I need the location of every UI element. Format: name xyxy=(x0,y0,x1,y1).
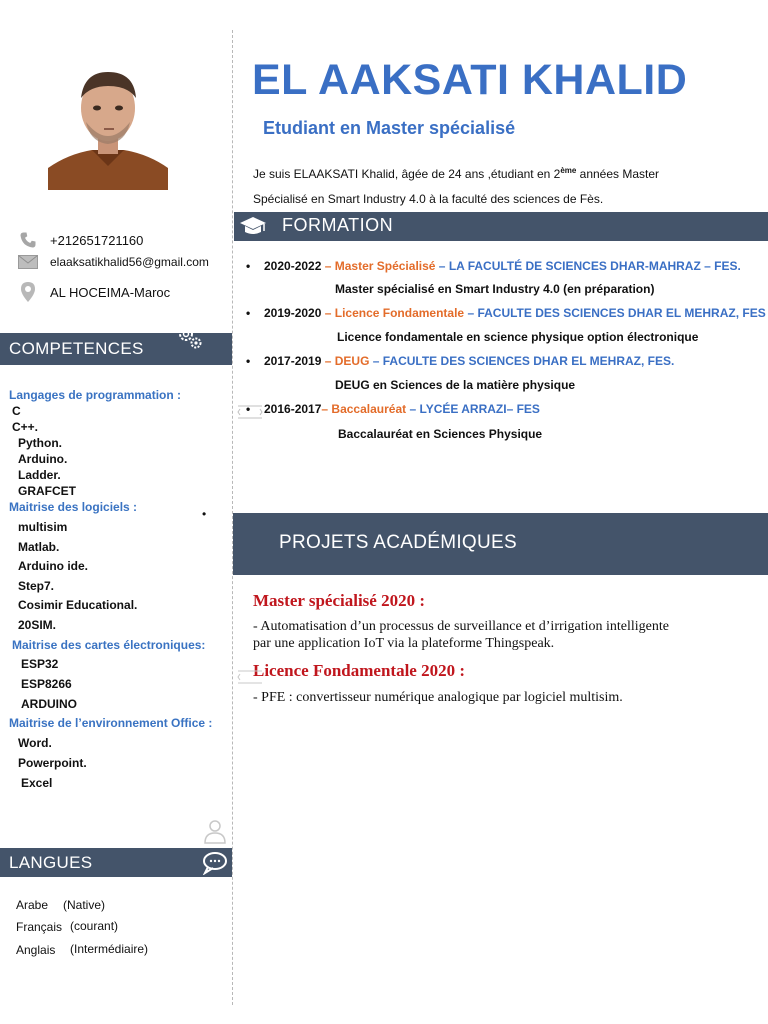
formation-detail: Baccalauréat en Sciences Physique xyxy=(338,427,543,441)
stray-dot: • xyxy=(202,507,207,521)
formation-diploma: Baccalauréat xyxy=(331,402,407,416)
formation-school: LYCÉE ARRAZI– FES xyxy=(419,402,540,416)
speech-bubble-icon xyxy=(200,851,230,875)
language-level: (Intermédiaire) xyxy=(70,942,149,956)
projets-bar xyxy=(233,513,768,575)
skill-item: Python. xyxy=(18,436,62,450)
formation-diploma: Licence Fondamentale xyxy=(334,306,465,320)
project-text: - PFE : convertisseur numérique analogique par logiciel multisim. xyxy=(253,690,623,705)
bullet: • xyxy=(246,354,251,368)
skill-item: GRAFCET xyxy=(18,484,76,498)
skill-item: Arduino ide. xyxy=(18,559,88,573)
email-address: elaaksatikhalid56@gmail.com xyxy=(50,255,209,269)
contact-address xyxy=(16,282,170,302)
intro-superscript: ème xyxy=(560,166,577,175)
skill-item: Ladder. xyxy=(18,468,61,482)
bullet: • xyxy=(246,402,251,416)
langues-bar xyxy=(0,848,232,877)
formation-diploma: Master Spécialisé xyxy=(334,259,436,273)
language-name: Arabe xyxy=(16,898,49,912)
profile-photo xyxy=(48,62,168,190)
skill-item: C++. xyxy=(12,420,39,434)
formation-years: 2019-2020 xyxy=(264,306,322,320)
candidate-name: EL AAKSATI KHALID xyxy=(252,56,688,104)
intro-line-2: Spécialisé en Smart Industry 4.0 à la faculté des sciences de Fès. xyxy=(253,192,604,206)
formation-school: FACULTE DES SCIENCES DHAR EL MEHRAZ, FES xyxy=(477,306,766,320)
formation-years: 2016-2017 xyxy=(264,402,322,416)
phone-number: +212651721160 xyxy=(50,232,144,248)
skill-item: C xyxy=(12,404,21,418)
formation-detail: Master spécialisé en Smart Industry 4.0 (en préparation) xyxy=(335,282,655,296)
skill-item: ARDUINO xyxy=(21,697,77,711)
skill-item: multisim xyxy=(18,520,68,534)
language-row xyxy=(16,898,48,912)
language-name: Anglais xyxy=(16,943,56,957)
competences-title: COMPETENCES xyxy=(9,339,144,358)
formation-detail: Licence fondamentale en science physique option électronique xyxy=(337,330,699,344)
gears-icon xyxy=(176,324,204,350)
skill-item: ESP32 xyxy=(21,657,59,671)
formation-detail: DEUG en Sciences de la matière physique xyxy=(335,378,576,392)
projets-title: PROJETS ACADÉMIQUES xyxy=(279,532,517,553)
phone-icon xyxy=(16,230,40,250)
skill-category-languages: Langages de programmation : xyxy=(9,388,182,402)
formation-bar xyxy=(234,212,768,241)
project-heading: Licence Fondamentale 2020 : xyxy=(253,661,465,680)
formation-entry: • 2017-2019 – DEUG – FACULTE DES SCIENCES DHAR EL MEHRAZ, FES. xyxy=(246,354,675,368)
intro-text: années Master xyxy=(576,167,660,181)
skill-item: Excel xyxy=(21,776,53,790)
intro-text: Je suis ELAAKSATI Khalid, âgée de 24 ans ,étudiant en 2 xyxy=(253,167,561,181)
formation-diploma: DEUG xyxy=(334,354,370,368)
langues-title: LANGUES xyxy=(9,853,93,872)
language-row xyxy=(16,920,62,934)
candidate-title: Etudiant en Master spécialisé xyxy=(263,118,516,138)
bullet: • xyxy=(246,259,251,273)
contact-phone xyxy=(16,230,143,250)
skill-item: Arduino. xyxy=(18,452,68,466)
intro-line-1 xyxy=(253,158,727,187)
skill-item: Cosimir Educational. xyxy=(18,598,138,612)
formation-years: 2017-2019 xyxy=(264,354,322,368)
formation-entry: • 2019-2020 – Licence Fondamentale – FACULTE DES SCIENCES DHAR EL MEHRAZ, FES xyxy=(246,306,766,320)
skill-item: Word. xyxy=(18,736,52,750)
arrows-icon xyxy=(236,666,264,688)
location-pin-icon xyxy=(16,282,40,302)
formation-title: FORMATION xyxy=(282,215,394,235)
skill-category-software: Maitrise des logiciels : xyxy=(9,500,138,514)
skill-item: 20SIM. xyxy=(18,618,57,632)
address-text: AL HOCEIMA-Maroc xyxy=(50,284,171,300)
language-row xyxy=(16,943,55,957)
skill-item: Step7. xyxy=(18,579,55,593)
formation-entry: • 2016-2017– Baccalauréat – LYCÉE ARRAZI– FES xyxy=(246,402,540,416)
skill-item: Matlab. xyxy=(18,540,60,554)
formation-years: 2020-2022 xyxy=(264,259,322,273)
language-name: Français xyxy=(16,920,63,934)
skill-item: Powerpoint. xyxy=(18,756,87,770)
skill-item: ESP8266 xyxy=(21,677,72,691)
bullet: • xyxy=(246,306,251,320)
email-icon xyxy=(16,252,40,272)
graduation-cap-icon xyxy=(238,215,268,237)
intro-paragraph xyxy=(253,158,727,212)
contact-email xyxy=(16,252,209,272)
language-level: (courant) xyxy=(70,919,119,933)
formation-school: FACULTE DES SCIENCES DHAR EL MEHRAZ, FES. xyxy=(382,354,675,368)
project-heading: Master spécialisé 2020 : xyxy=(253,591,426,610)
project-text: - Automatisation d’un processus de surveillance et d’irrigation intelligente xyxy=(253,619,670,634)
project-text: par une application IoT via la plateforme Thingspeak. xyxy=(253,636,555,651)
skill-category-boards: Maitrise des cartes électroniques: xyxy=(12,638,206,652)
formation-entry: • 2020-2022 – Master Spécialisé – LA FACULTÉ DE SCIENCES DHAR-MAHRAZ – FES. xyxy=(246,259,741,273)
language-level: (Native) xyxy=(63,898,106,912)
person-icon xyxy=(202,818,228,844)
formation-school: LA FACULTÉ DE SCIENCES DHAR-MAHRAZ – FES. xyxy=(448,259,741,273)
skill-category-office: Maitrise de l’environnement Office : xyxy=(9,716,213,730)
